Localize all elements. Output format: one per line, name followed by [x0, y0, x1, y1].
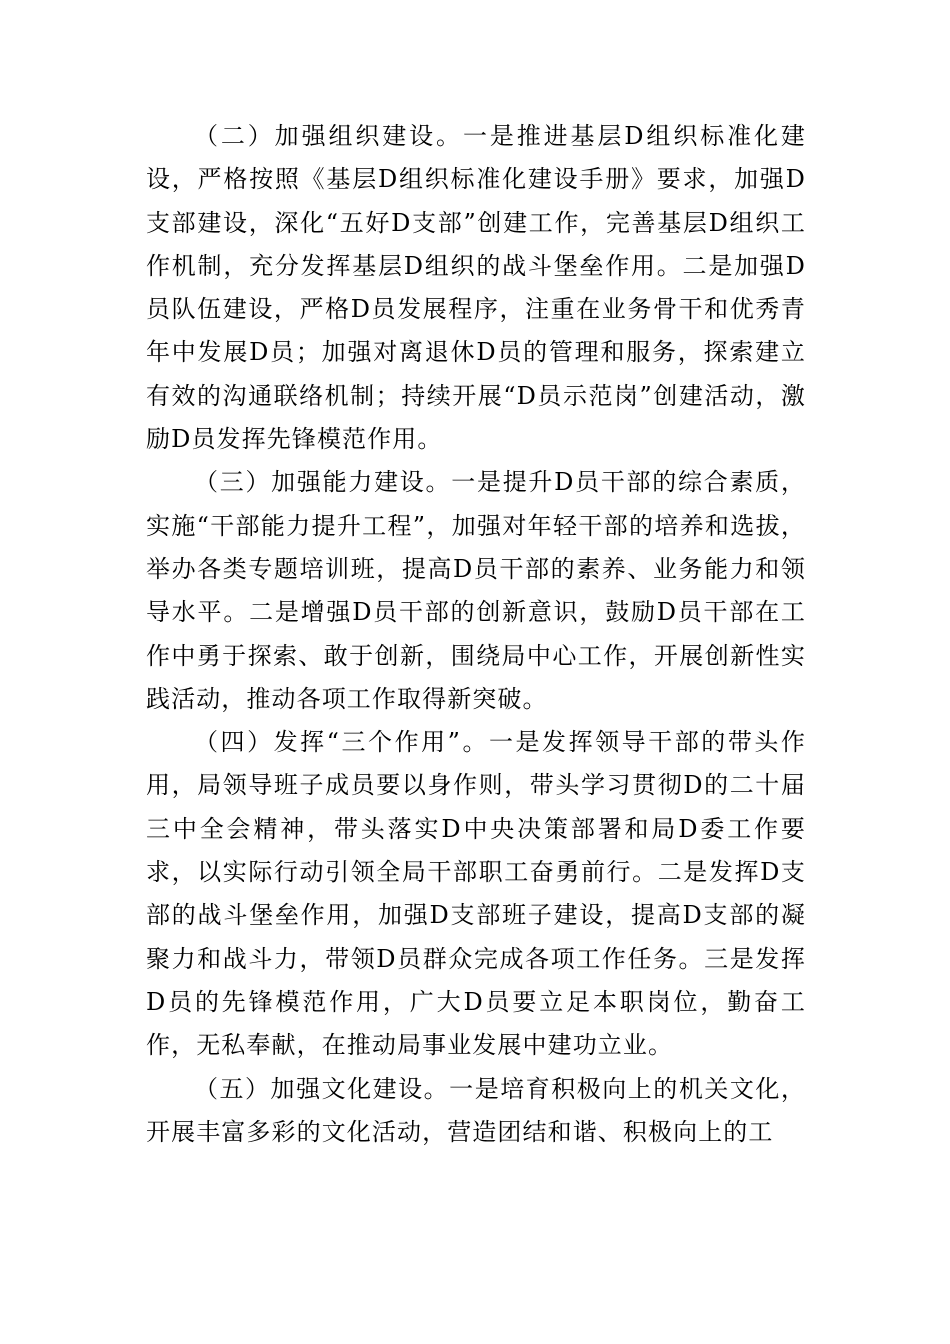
- paragraph-body: 一是推进基层D组织标准化建设，严格按照《基层D组织标准化建设手册》要求，加强D支部建设，深化“五好D支部”创建工作，完善基层D组织工作机制，充分发挥基层D组织的战斗堡垒作用。二是加强D员队伍建设，严格D员发展程序，注重在业务骨干和优秀青年中发展D员；加强对离退休D员的管理和服务，探索建立有效的沟通联络机制；持续开展“D员示范岗”创建活动，激励D员发挥先锋模范作用。: [146, 122, 806, 454]
- paragraph-heading: （三）加强能力建设。: [194, 468, 452, 497]
- paragraph-body: 一是发挥领导干部的带头作用，局领导班子成员要以身作则，带头学习贯彻D的二十届三中全会精神，带头落实D中央决策部署和局D委工作要求，以实际行动引领全局干部职工奋勇前行。二是发挥D支部的战斗堡垒作用，加强D支部班子建设，提高D支部的凝聚力和战斗力，带领D员群众完成各项工作任务。三是发挥D员的先锋模范作用，广大D员要立足本职岗位，勤奋工作，无私奉献，在推动局事业发展中建功立业。: [146, 728, 806, 1060]
- paragraph-capability-building: [146, 461, 806, 721]
- paragraph-heading: （二）加强组织建设。: [194, 122, 463, 150]
- paragraph-body: 一是提升D员干部的综合素质，实施“干部能力提升工程”，加强对年轻干部的培养和选拔，举办各类专题培训班，提高D员干部的素养、业务能力和领导水平。二是增强D员干部的创新意识，鼓励D员干部在工作中勇于探索、敢于创新，围绕局中心工作，开展创新性实践活动，推动各项工作取得新突破。: [146, 468, 806, 713]
- paragraph-three-roles: [146, 721, 806, 1067]
- document-body: [146, 115, 806, 1154]
- paragraph-heading: （五）加强文化建设。: [194, 1074, 450, 1103]
- paragraph-culture-building: [146, 1068, 806, 1155]
- paragraph-organization-building: [146, 115, 806, 461]
- paragraph-body: 一是培育积极向上的机关文化，开展丰富多彩的文化活动，营造团结和谐、积极向上的工: [146, 1074, 806, 1146]
- paragraph-heading: （四）发挥“三个作用”。: [194, 728, 489, 757]
